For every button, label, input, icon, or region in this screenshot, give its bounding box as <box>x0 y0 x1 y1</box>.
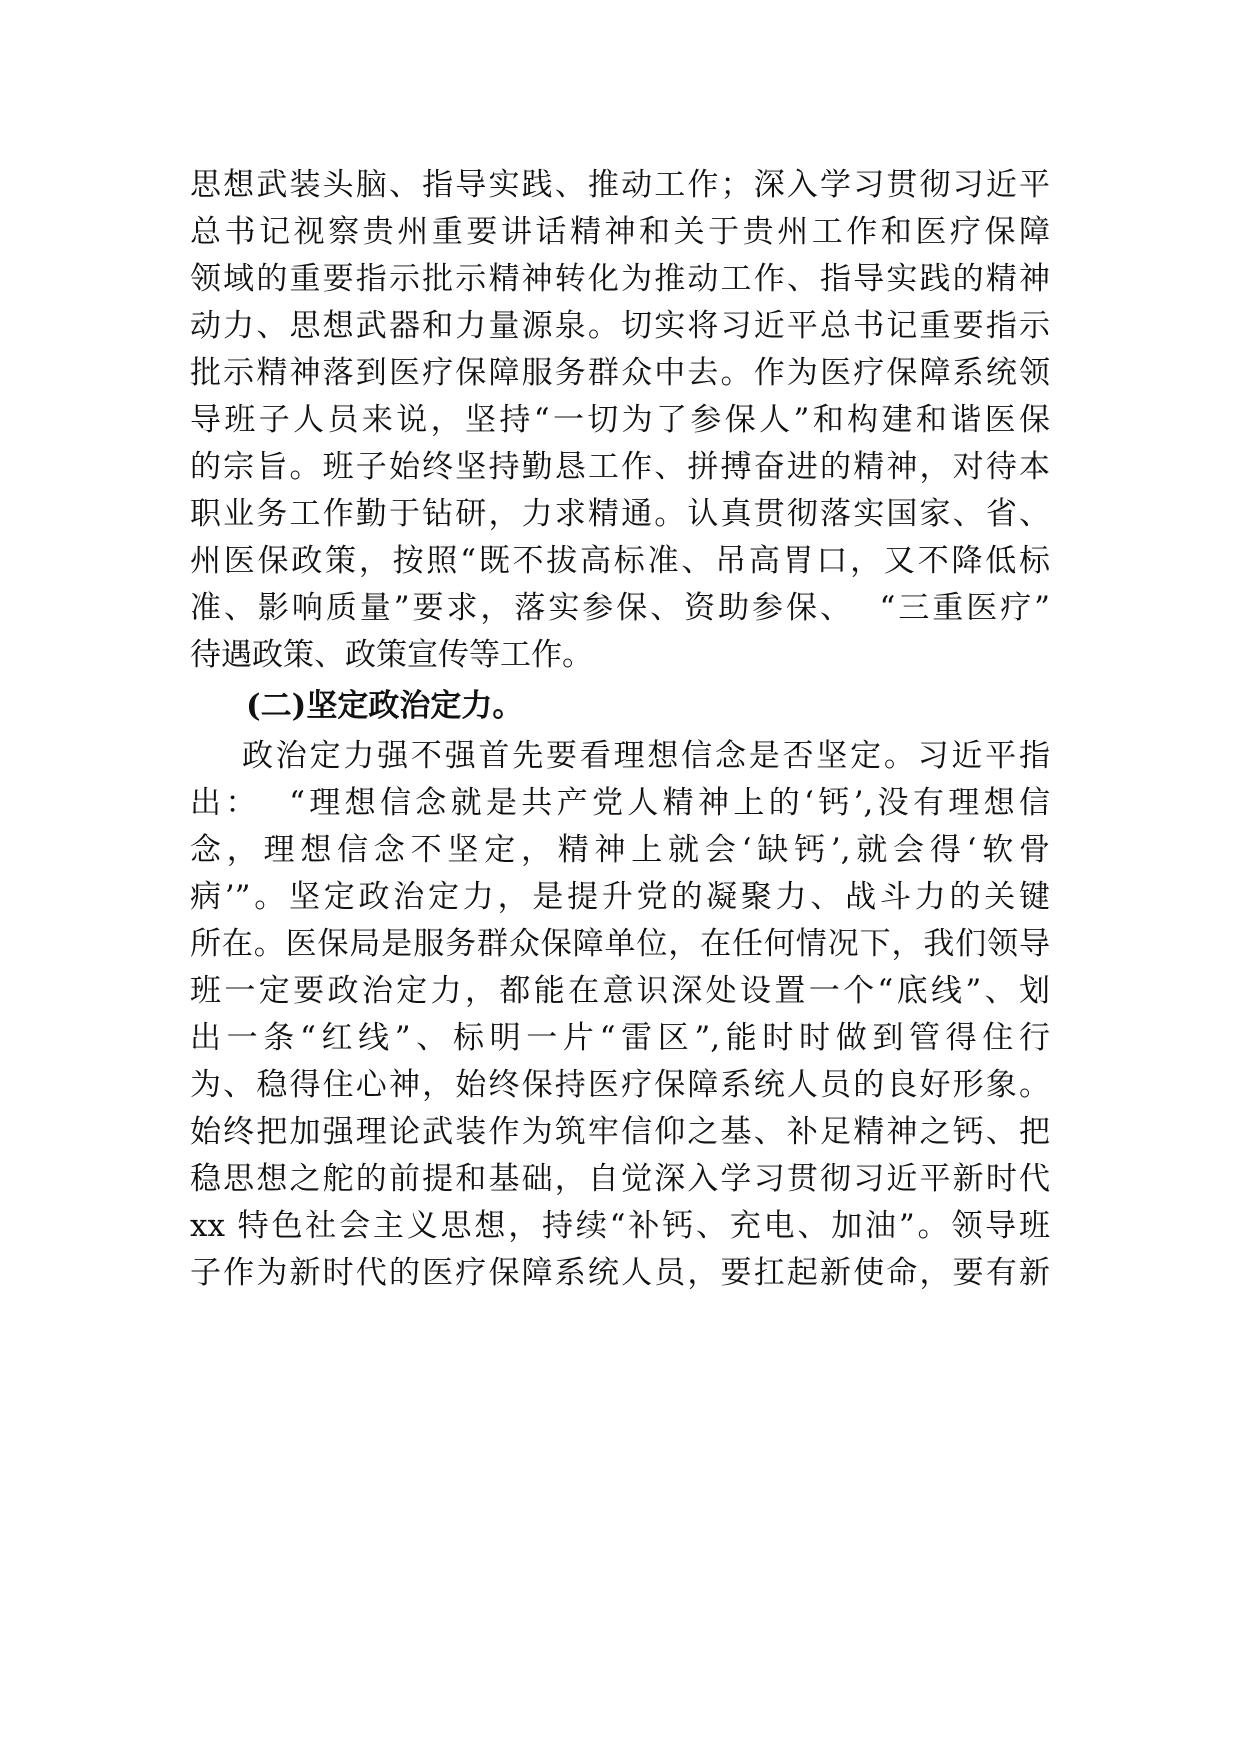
text-line: 批示精神落到医疗保障服务群众中去。作为医疗保障系统领 <box>190 355 1050 391</box>
text-line: 总书记视察贵州重要讲话精神和关于贵州工作和医疗保障 <box>190 214 1050 250</box>
text-line: 动力、思想武器和力量源泉。切实将习近平总书记重要指示 <box>190 308 1050 344</box>
text-line: 子作为新时代的医疗保障系统人员，要扛起新使命，要有新 <box>190 1255 1050 1291</box>
text-line: 出一条“红线”、标明一片“雷区”,能时时做到管得住行 <box>190 1020 1050 1056</box>
body-paragraph <box>190 733 1050 1297</box>
text-line: xx 特色社会主义思想，持续“补钙、充电、加油”。领导班 <box>190 1208 1050 1244</box>
text-line: 始终把加强理论武装作为筑牢信仰之基、补足精神之钙、把 <box>190 1114 1050 1150</box>
text-line: 领域的重要指示批示精神转化为推动工作、指导实践的精神 <box>190 261 1050 297</box>
text-line: 出： “理想信念就是共产党人精神上的‘钙’,没有理想信 <box>190 785 1050 821</box>
text-line: 所在。医保局是服务群众保障单位，在任何情况下，我们领导 <box>190 926 1050 962</box>
text-line: 导班子人员来说，坚持“一切为了参保人”和构建和谐医保 <box>190 402 1050 438</box>
text-line: 念，理想信念不坚定，精神上就会‘缺钙’,就会得‘软骨 <box>190 832 1050 868</box>
section-heading-block <box>190 683 1050 730</box>
text-line: 待遇政策、政策宣传等工作。 <box>190 637 593 673</box>
body-paragraph <box>190 162 1050 679</box>
text-line: 职业务工作勤于钻研，力求精通。认真贯彻落实国家、省、 <box>190 496 1050 532</box>
text-line: 准、影响质量”要求，落实参保、资助参保、 “三重医疗” <box>190 590 1050 626</box>
text-line: 班一定要政治定力，都能在意识深处设置一个“底线”、划 <box>190 973 1050 1009</box>
text-line: 州医保政策，按照“既不拔高标准、吊高胃口，又不降低标 <box>190 543 1050 579</box>
text-line: 思想武装头脑、指导实践、推动工作；深入学习贯彻习近平 <box>190 167 1050 203</box>
text-line: 的宗旨。班子始终坚持勤恳工作、拼搏奋进的精神，对待本 <box>190 449 1050 485</box>
text-line: 为、稳得住心神，始终保持医疗保障系统人员的良好形象。 <box>190 1067 1050 1103</box>
section-heading: (二)坚定政治定力。 <box>246 688 524 724</box>
text-line: 政治定力强不强首先要看理想信念是否坚定。习近平指 <box>242 738 1050 774</box>
text-line: 病’”。坚定政治定力，是提升党的凝聚力、战斗力的关键 <box>190 879 1050 915</box>
text-line: 稳思想之舵的前提和基础，自觉深入学习贯彻习近平新时代 <box>190 1161 1050 1197</box>
